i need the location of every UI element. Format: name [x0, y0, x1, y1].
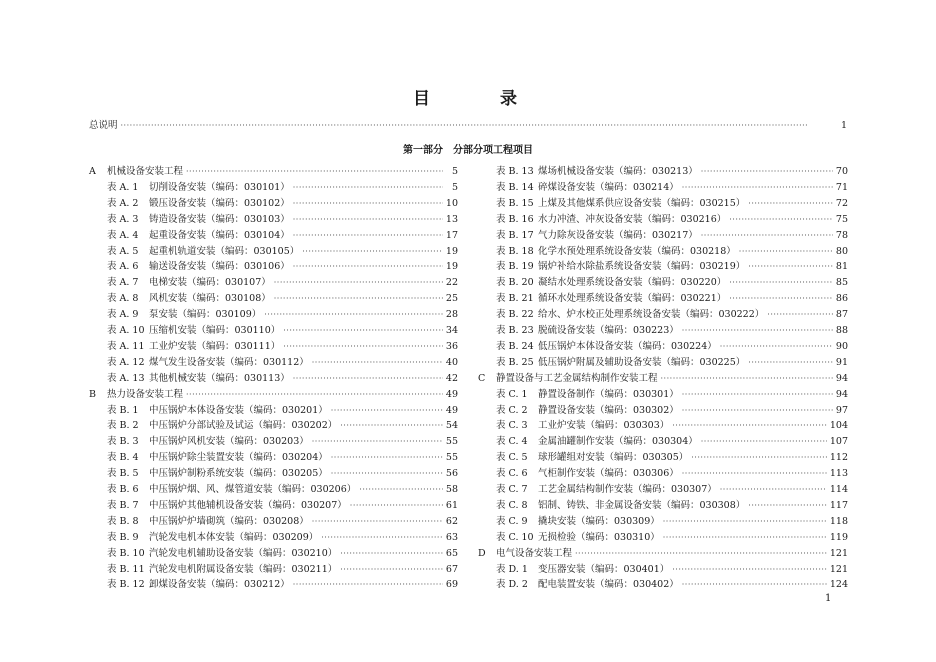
leader-dots — [331, 466, 443, 481]
entry-title: 金属油罐制作安装（编码：030304） — [538, 436, 698, 448]
page-ref: 55 — [445, 452, 458, 464]
table-label: 表 C. 4 — [496, 436, 528, 448]
leader-dots — [274, 275, 443, 290]
leader-dots — [186, 164, 443, 179]
table-label: 表 B. 11 — [107, 563, 145, 575]
toc-table-entry[interactable] — [107, 371, 458, 386]
toc-section-entry[interactable] — [478, 546, 848, 561]
toc-table-entry[interactable] — [496, 307, 848, 322]
page-ref: 107 — [829, 436, 848, 448]
toc-table-entry[interactable] — [107, 450, 458, 465]
page-ref: 67 — [445, 563, 458, 575]
table-label: 表 B. 17 — [496, 229, 534, 241]
toc-table-entry[interactable] — [107, 403, 458, 418]
entry-title: 静置设备安装（编码：030302） — [538, 404, 679, 416]
toc-table-entry[interactable] — [496, 577, 848, 592]
toc-table-entry[interactable] — [107, 466, 458, 481]
page-ref: 87 — [835, 309, 848, 321]
entry-title: 工业炉安装（编码：030111） — [149, 340, 281, 352]
entry-title: 锻压设备安装（编码：030102） — [149, 197, 290, 209]
entry-title: 切削设备安装（编码：030101） — [149, 181, 290, 193]
page-ref: 121 — [829, 563, 848, 575]
page-ref: 17 — [445, 229, 458, 241]
toc-table-entry[interactable] — [496, 180, 848, 195]
leader-dots — [293, 371, 443, 386]
page-ref: 69 — [445, 579, 458, 591]
table-label: 表 B. 1 — [107, 404, 139, 416]
section-letter: A — [89, 166, 96, 177]
toc-table-entry[interactable] — [496, 259, 848, 274]
table-label: 表 B. 4 — [107, 452, 139, 464]
leader-dots — [661, 371, 833, 386]
leader-dots — [748, 196, 833, 211]
leader-dots — [350, 498, 443, 513]
page-ref: 13 — [445, 213, 458, 225]
page-ref: 121 — [829, 547, 848, 559]
part-heading: 第一部分 分部分项工程项目 — [403, 145, 533, 156]
toc-table-entry[interactable] — [496, 530, 848, 545]
toc-table-entry[interactable] — [496, 244, 848, 259]
table-label: 表 A. 12 — [107, 356, 145, 368]
toc-entry-general[interactable] — [89, 118, 847, 133]
leader-dots — [302, 244, 443, 259]
entry-title: 化学水预处理系统设备安装（编码：030218） — [538, 245, 736, 257]
page-ref: 63 — [445, 531, 458, 543]
leader-dots — [293, 196, 443, 211]
table-label: 表 B. 3 — [107, 436, 139, 448]
entry-title: 静置设备与工艺金属结构制作安装工程 — [496, 372, 658, 384]
toc-table-entry[interactable] — [107, 562, 458, 577]
section-letter: D — [478, 547, 486, 559]
leader-dots — [691, 450, 827, 465]
entry-title: 中压锅炉炉墙砌筑（编码：030208） — [149, 515, 309, 527]
leader-dots — [682, 180, 833, 195]
page-ref: 70 — [835, 166, 848, 177]
leader-dots — [748, 498, 827, 513]
leader-dots — [739, 244, 833, 259]
entry-title: 变压器安装（编码：030401） — [538, 563, 670, 575]
section-letter: B — [89, 388, 96, 400]
page-ref: 86 — [835, 293, 848, 305]
table-label: 表 B. 15 — [496, 197, 534, 209]
toc-table-entry[interactable] — [107, 546, 458, 561]
toc-table-entry[interactable] — [496, 212, 848, 227]
table-label: 表 A. 6 — [107, 261, 139, 273]
entry-title: 中压锅炉其他辅机设备安装（编码：030207） — [149, 499, 347, 511]
table-label: 表 B. 8 — [107, 515, 139, 527]
toc-table-entry[interactable] — [107, 577, 458, 592]
entry-title: 碎煤设备安装（编码：030214） — [538, 181, 679, 193]
toc-table-entry[interactable] — [496, 387, 848, 402]
leader-dots — [293, 228, 443, 243]
entry-title: 气柜制作安装（编码：030306） — [538, 468, 679, 480]
page-ref: 56 — [445, 468, 458, 480]
page-ref: 91 — [835, 356, 848, 368]
table-label: 表 A. 4 — [107, 229, 139, 241]
table-label: 表 B. 7 — [107, 499, 139, 511]
toc-table-entry[interactable] — [107, 228, 458, 243]
entry-title: 锅炉补给水除盐系统设备安装（编码：030219） — [538, 261, 746, 273]
table-label: 表 D. 2 — [496, 579, 528, 591]
page-ref: 104 — [829, 420, 848, 432]
table-label: 表 A. 7 — [107, 277, 139, 289]
toc-table-entry[interactable] — [496, 228, 848, 243]
leader-dots — [575, 546, 827, 561]
section-letter: C — [478, 372, 486, 384]
page-ref: 118 — [829, 515, 848, 527]
page-ref: 88 — [835, 325, 848, 336]
leader-dots — [729, 212, 833, 227]
table-label: 表 C. 5 — [496, 452, 528, 464]
toc-table-entry[interactable] — [496, 434, 848, 449]
leader-dots — [321, 530, 443, 545]
page-ref: 113 — [829, 468, 848, 480]
toc-section-entry[interactable] — [89, 387, 458, 402]
toc-table-entry[interactable] — [107, 418, 458, 433]
toc-table-entry[interactable] — [496, 291, 848, 306]
table-label: 表 C. 2 — [496, 404, 528, 416]
leader-dots — [682, 577, 827, 592]
toc-table-entry[interactable] — [496, 418, 848, 433]
toc-table-entry[interactable] — [496, 466, 848, 481]
toc-table-entry[interactable] — [107, 514, 458, 529]
toc-table-entry[interactable] — [107, 196, 458, 211]
page-ref: 19 — [445, 245, 458, 257]
table-label: 表 B. 9 — [107, 531, 139, 543]
entry-title: 铝制、铸铁、非金属设备安装（编码：030308） — [538, 499, 746, 511]
entry-title: 输送设备安装（编码：030106） — [149, 261, 290, 273]
page-ref: 78 — [835, 229, 848, 241]
entry-title: 上煤及其他煤系供应设备安装（编码：030215） — [538, 197, 746, 209]
page-ref: 65 — [445, 547, 458, 559]
page-ref: 62 — [445, 515, 458, 527]
toc-table-entry[interactable] — [496, 403, 848, 418]
page-ref: 22 — [445, 277, 458, 289]
toc-table-entry[interactable] — [107, 180, 458, 195]
entry-title: 中压锅炉除尘装置安装（编码：030204） — [149, 452, 328, 464]
page-ref: 55 — [445, 436, 458, 448]
leader-dots — [682, 323, 833, 338]
toc-table-entry[interactable] — [107, 498, 458, 513]
table-label: 表 B. 19 — [496, 261, 534, 273]
table-label: 表 B. 21 — [496, 293, 534, 305]
table-label: 表 B. 18 — [496, 245, 534, 257]
leader-dots — [682, 466, 827, 481]
entry-title: 卸煤设备安装（编码：030212） — [149, 579, 290, 591]
table-label: 表 A. 3 — [107, 213, 139, 225]
toc-table-entry[interactable] — [107, 275, 458, 290]
page-ref: 1 — [840, 120, 847, 131]
page-ref: 5 — [451, 166, 458, 177]
leader-dots — [748, 355, 833, 370]
leader-dots — [663, 514, 827, 529]
toc-table-entry[interactable] — [496, 514, 848, 529]
toc-section-entry[interactable] — [478, 371, 848, 386]
toc-table-entry[interactable] — [107, 355, 458, 370]
table-label: 表 C. 1 — [496, 388, 528, 400]
page-ref: 34 — [445, 325, 458, 336]
entry-title: 煤气发生设备安装（编码：030112） — [149, 356, 309, 368]
entry-title: 风机安装（编码：030108） — [149, 293, 271, 305]
table-label: 表 B. 2 — [107, 420, 139, 432]
page-ref: 5 — [451, 181, 458, 193]
leader-dots — [283, 339, 443, 354]
entry-title: 汽轮发电机附属设备安装（编码：030211） — [149, 563, 338, 575]
page-ref: 75 — [835, 213, 848, 225]
toc-table-entry[interactable] — [496, 275, 848, 290]
toc-table-entry[interactable] — [496, 323, 848, 338]
leader-dots — [748, 259, 833, 274]
table-label: 表 A. 10 — [107, 325, 145, 336]
page-ref: 54 — [445, 420, 458, 432]
page-ref: 49 — [445, 388, 458, 400]
toc-table-entry[interactable] — [496, 339, 848, 354]
toc-table-entry[interactable] — [496, 498, 848, 513]
toc-table-entry[interactable] — [496, 164, 848, 179]
leader-dots — [340, 418, 443, 433]
page-ref: 58 — [445, 484, 458, 495]
entry-title: 中压锅炉风机安装（编码：030203） — [149, 436, 309, 448]
toc-table-entry[interactable] — [107, 291, 458, 306]
leader-dots — [729, 291, 833, 306]
page-ref: 61 — [445, 499, 458, 511]
page-ref: 94 — [835, 388, 848, 400]
table-label: 表 B. 6 — [107, 484, 139, 495]
leader-dots — [340, 546, 443, 561]
entry-title: 配电装置安装（编码：030402） — [538, 579, 679, 591]
leader-dots — [264, 307, 443, 322]
toc-table-entry[interactable] — [107, 482, 458, 497]
page-ref: 80 — [835, 245, 848, 257]
entry-title: 脱硫设备安装（编码：030223） — [538, 325, 679, 336]
leader-dots — [682, 403, 833, 418]
entry-title: 铸造设备安装（编码：030103） — [149, 213, 290, 225]
table-label: 表 B. 13 — [496, 166, 534, 177]
page-ref: 81 — [835, 261, 848, 273]
entry-title: 中压锅炉制粉系统安装（编码：030205） — [149, 468, 328, 480]
table-label: 表 B. 12 — [107, 579, 145, 591]
leader-dots — [701, 228, 833, 243]
entry-title: 压缩机安装（编码：030110） — [149, 325, 281, 336]
leader-dots — [729, 275, 833, 290]
entry-title: 机械设备安装工程 — [107, 166, 184, 177]
toc-table-entry[interactable] — [107, 323, 458, 338]
leader-dots — [293, 212, 443, 227]
table-label: 表 C. 9 — [496, 515, 528, 527]
page-ref: 94 — [835, 372, 848, 384]
entry-title: 起重设备安装（编码：030104） — [149, 229, 290, 241]
table-label: 表 C. 3 — [496, 420, 528, 432]
leader-dots — [672, 562, 827, 577]
entry-title: 球形罐组对安装（编码：030305） — [538, 452, 689, 464]
toc-section-entry[interactable] — [89, 164, 458, 179]
entry-title: 其他机械安装（编码：030113） — [149, 372, 290, 384]
table-label: 表 B. 16 — [496, 213, 534, 225]
table-label: 表 A. 9 — [107, 309, 139, 321]
table-label: 表 B. 25 — [496, 356, 534, 368]
entry-title: 撬块安装（编码：030309） — [538, 515, 660, 527]
leader-dots — [340, 562, 443, 577]
toc-table-entry[interactable] — [107, 530, 458, 545]
leader-dots — [663, 530, 827, 545]
entry-title: 中压锅炉烟、风、煤管道安装（编码：030206） — [149, 484, 357, 495]
page-ref: 71 — [835, 181, 848, 193]
toc-table-entry[interactable] — [496, 562, 848, 577]
leader-dots — [672, 418, 827, 433]
toc-table-entry[interactable] — [496, 482, 848, 497]
entry-title: 气力除灰设备安装（编码：030217） — [538, 229, 698, 241]
table-label: 表 B. 22 — [496, 309, 534, 321]
table-label: 表 C. 6 — [496, 468, 528, 480]
entry-title: 热力设备安装工程 — [107, 388, 184, 400]
page-ref: 19 — [445, 261, 458, 273]
page-ref: 42 — [445, 372, 458, 384]
entry-title: 水力冲渣、冲灰设备安装（编码：030216） — [538, 213, 727, 225]
leader-dots — [682, 387, 833, 402]
toc-table-entry[interactable] — [496, 196, 848, 211]
page-ref: 10 — [445, 197, 458, 209]
entry-title: 起重机轨道安装（编码：030105） — [149, 245, 300, 257]
entry-title: 静置设备制作（编码：030301） — [538, 388, 679, 400]
page-ref: 72 — [835, 197, 848, 209]
leader-dots — [359, 482, 443, 497]
entry-title: 低压锅炉本体设备安装（编码：030224） — [538, 340, 717, 352]
table-label: 表 B. 23 — [496, 325, 534, 336]
table-label: 表 A. 5 — [107, 245, 139, 257]
title-char-1: 目 — [413, 89, 430, 109]
entry-title: 汽轮发电机本体安装（编码：030209） — [149, 531, 319, 543]
table-label: 表 A. 11 — [107, 340, 145, 352]
leader-dots — [701, 434, 827, 449]
leader-dots — [293, 259, 443, 274]
leader-dots — [720, 339, 833, 354]
entry-title: 无损检验（编码：030310） — [538, 531, 660, 543]
entry-title: 凝结水处理系统设备安装（编码：030220） — [538, 277, 727, 289]
entry-title: 循环水处理系统设备安装（编码：030221） — [538, 293, 727, 305]
page-ref: 97 — [835, 404, 848, 416]
toc-table-entry[interactable] — [107, 307, 458, 322]
page-ref: 49 — [445, 404, 458, 416]
table-label: 表 C. 7 — [496, 484, 528, 495]
toc-table-entry[interactable] — [496, 355, 848, 370]
page-ref: 124 — [829, 579, 848, 591]
table-label: 表 B. 10 — [107, 547, 145, 559]
leader-dots — [293, 180, 443, 195]
page-ref: 117 — [829, 499, 848, 511]
page-ref: 112 — [829, 452, 848, 464]
title-char-2: 录 — [500, 89, 517, 109]
general-label: 总说明 — [89, 120, 118, 131]
toc-table-entry[interactable] — [107, 434, 458, 449]
leader-dots — [121, 118, 832, 133]
toc-table-entry[interactable] — [496, 450, 848, 465]
entry-title: 给水、炉水校正处理系统设备安装（编码：030222） — [538, 309, 765, 321]
table-label: 表 C. 10 — [496, 531, 534, 543]
page-ref: 114 — [829, 484, 848, 495]
page-number: 1 — [825, 593, 832, 604]
toc-table-entry[interactable] — [107, 244, 458, 259]
page-ref: 119 — [829, 531, 848, 543]
entry-title: 中压锅炉分部试验及试运（编码：030202） — [149, 420, 338, 432]
leader-dots — [720, 482, 827, 497]
leader-dots — [767, 307, 833, 322]
leader-dots — [312, 434, 443, 449]
entry-title: 低压锅炉附属及辅助设备安装（编码：030225） — [538, 356, 746, 368]
entry-title: 电气设备安装工程 — [496, 547, 573, 559]
leader-dots — [331, 450, 443, 465]
table-label: 表 A. 13 — [107, 372, 145, 384]
toc-table-entry[interactable] — [107, 212, 458, 227]
entry-title: 电梯安装（编码：030107） — [149, 277, 271, 289]
entry-title: 煤场机械设备安装（编码：030213） — [538, 166, 698, 177]
entry-title: 汽轮发电机辅助设备安装（编码：030210） — [149, 547, 338, 559]
table-label: 表 A. 1 — [107, 181, 139, 193]
page-ref: 36 — [445, 340, 458, 352]
leader-dots — [274, 291, 443, 306]
entry-title: 工业炉安装（编码：030303） — [538, 420, 670, 432]
page-ref: 40 — [445, 356, 458, 368]
entry-title: 中压锅炉本体设备安装（编码：030201） — [149, 404, 328, 416]
leader-dots — [293, 577, 443, 592]
toc-table-entry[interactable] — [107, 259, 458, 274]
table-label: 表 A. 8 — [107, 293, 139, 305]
toc-table-entry[interactable] — [107, 339, 458, 354]
leader-dots — [283, 323, 443, 338]
leader-dots — [312, 355, 443, 370]
leader-dots — [312, 514, 443, 529]
table-label: 表 A. 2 — [107, 197, 139, 209]
table-label: 表 B. 24 — [496, 340, 534, 352]
page-ref: 28 — [445, 309, 458, 321]
table-label: 表 B. 5 — [107, 468, 139, 480]
table-label: 表 B. 20 — [496, 277, 534, 289]
entry-title: 工艺金属结构制作安装（编码：030307） — [538, 484, 717, 495]
table-label: 表 D. 1 — [496, 563, 528, 575]
leader-dots — [186, 387, 443, 402]
page-ref: 25 — [445, 293, 458, 305]
leader-dots — [331, 403, 443, 418]
page-ref: 85 — [835, 277, 848, 289]
table-label: 表 B. 14 — [496, 181, 534, 193]
leader-dots — [701, 164, 833, 179]
page-ref: 90 — [835, 340, 848, 352]
entry-title: 泵安装（编码：030109） — [149, 309, 262, 321]
table-label: 表 C. 8 — [496, 499, 528, 511]
